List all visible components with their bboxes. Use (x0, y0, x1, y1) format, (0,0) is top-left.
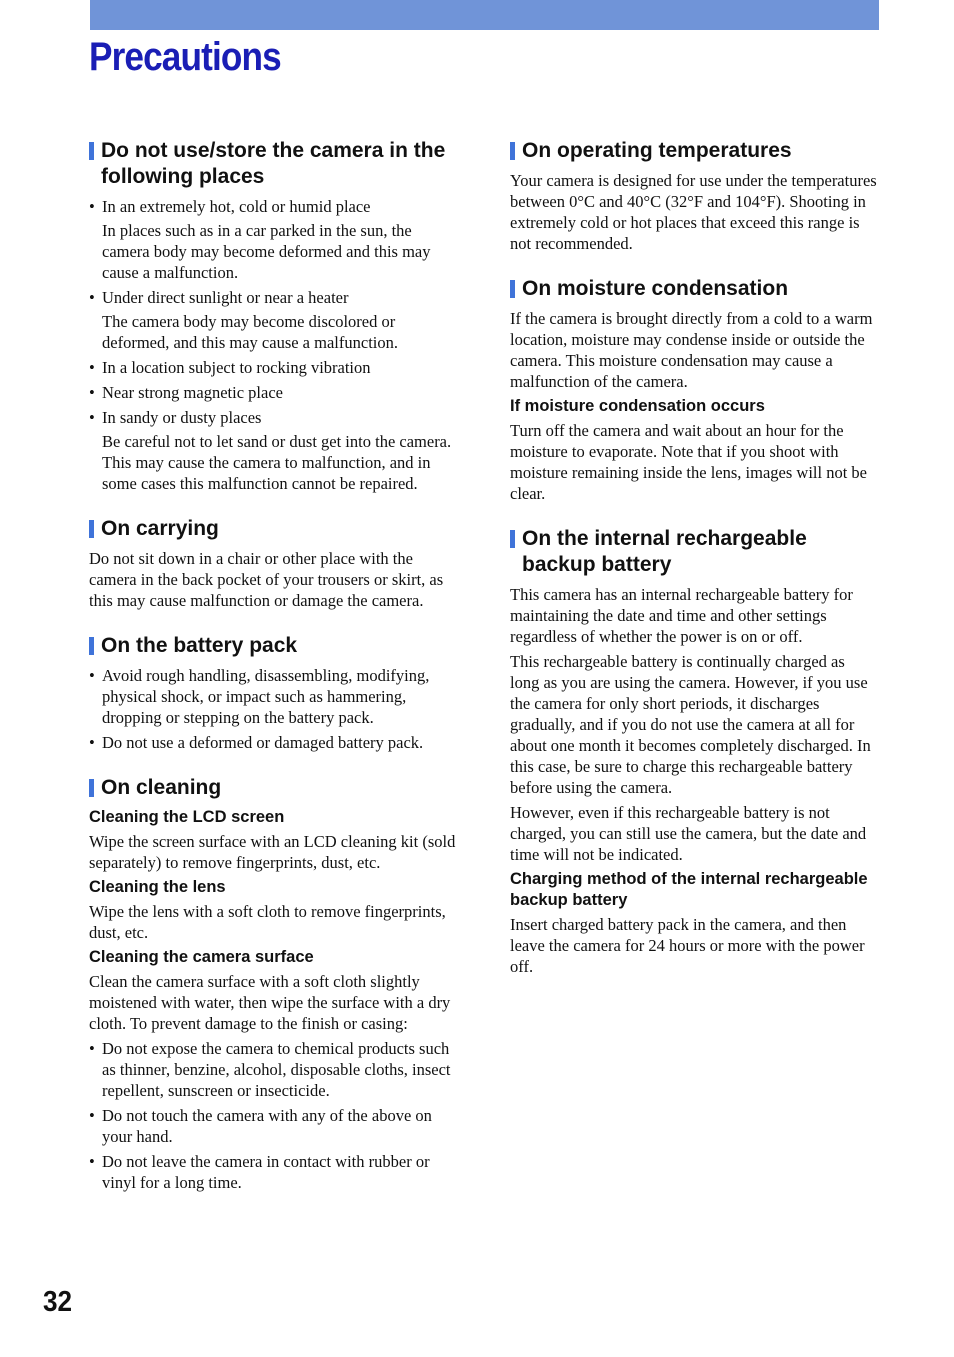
heading-bar-icon (89, 142, 94, 160)
bullet-icon: • (89, 1039, 95, 1058)
heading-bar-icon (89, 637, 94, 655)
bullet-icon: • (89, 1152, 95, 1171)
bullet-icon: • (89, 288, 95, 307)
places-list (89, 196, 461, 494)
list-item: • In sandy or dusty places Be careful not to let sand or dust get into the camera. This may cause the camera to malfunction, and in some cases this malfunction cannot be repaired. (89, 407, 461, 494)
heading-bar-icon (510, 142, 515, 160)
subheading-condensation-occurs: If moisture condensation occurs (510, 397, 765, 415)
section-heading-battery-pack: On the battery pack (89, 633, 461, 659)
page-title: Precautions (89, 35, 281, 79)
section-temperatures (510, 138, 878, 254)
section-carrying (89, 516, 461, 611)
page-number: 32 (43, 1286, 73, 1318)
backup-paragraph-1: This camera has an internal rechargeable battery for maintaining the date and time and other settings regardless of whether the power is on or off. (510, 585, 853, 646)
subheading-surface: Cleaning the camera surface (89, 948, 314, 966)
heading-bar-icon (510, 280, 515, 298)
subheading-lens: Cleaning the lens (89, 878, 226, 896)
list-item-detail: The camera body may become discolored or deformed, and this may cause a malfunction. (102, 312, 398, 352)
list-item: • In an extremely hot, cold or humid place In places such as in a car parked in the sun, the camera body may become deformed and this may cause a malfunction. (89, 196, 461, 283)
section-heading-cleaning: On cleaning (89, 775, 461, 801)
surface-list (89, 1038, 461, 1193)
heading-bar-icon (510, 530, 515, 548)
temperatures-body: Your camera is designed for use under the temperatures between 0°C and 40°C (32°F and 104°F). Shooting in extremely cold or hot places that exceed this range is not recommended. (510, 171, 877, 253)
section-heading-places: Do not use/store the camera in the following places (89, 138, 461, 190)
list-item-detail: Be careful not to let sand or dust get into the camera. This may cause the camera to malfunction, and in some cases this malfunction cannot be repaired. (102, 432, 452, 493)
section-heading-condensation: On moisture condensation (510, 276, 878, 302)
list-item: • Under direct sunlight or near a heater The camera body may become discolored or deformed, and this may cause a malfunction. (89, 287, 461, 353)
subheading-lcd: Cleaning the LCD screen (89, 808, 285, 826)
bullet-icon: • (89, 358, 95, 377)
charging-method-body: Insert charged battery pack in the camera, and then leave the camera for 24 hours or more with the power off. (510, 915, 865, 976)
left-column (89, 138, 461, 1197)
list-item: • Near strong magnetic place (89, 383, 283, 402)
list-item: • Do not leave the camera in contact with rubber or vinyl for a long time. (89, 1152, 430, 1192)
section-backup-battery (510, 526, 878, 977)
bullet-icon: • (89, 197, 95, 216)
heading-bar-icon (89, 520, 94, 538)
carrying-body: Do not sit down in a chair or other place with the camera in the back pocket of your trousers or skirt, as this may cause malfunction or damage the camera. (89, 549, 444, 610)
backup-paragraph-3: However, even if this rechargeable battery is not charged, you can still use the camera, but the date and time will not be indicated. (510, 803, 867, 864)
bullet-icon: • (89, 733, 95, 752)
bullet-icon: • (89, 408, 95, 427)
bullet-icon: • (89, 666, 95, 685)
section-places (89, 138, 461, 494)
battery-list (89, 665, 461, 753)
lens-body: Wipe the lens with a soft cloth to remove fingerprints, dust, etc. (89, 902, 446, 942)
section-heading-temperatures: On operating temperatures (510, 138, 878, 164)
condensation-body: If the camera is brought directly from a cold to a warm location, moisture may condense inside or outside the camera. This moisture condensation may cause a malfunction of the camera. (510, 309, 873, 391)
list-item: • In a location subject to rocking vibration (89, 358, 371, 377)
section-cleaning (89, 775, 461, 1193)
bullet-icon: • (89, 1106, 95, 1125)
header-bar (90, 0, 879, 30)
lcd-body: Wipe the screen surface with an LCD cleaning kit (sold separately) to remove fingerprints, dust, etc. (89, 832, 456, 872)
list-item: • Do not expose the camera to chemical products such as thinner, benzine, alcohol, disposable cloths, insect repellent, sunscreen or insecticide. (89, 1039, 451, 1100)
backup-paragraph-2: This rechargeable battery is continually charged as long as you are using the camera. However, if you use the camera for only short periods, it discharges gradually, and if you do not use the camera at all for about one month it becomes completely discharged. In this case, be sure to charge this rechargeable battery before using the camera. (510, 652, 871, 797)
section-heading-carrying: On carrying (89, 516, 461, 542)
list-item: • Do not use a deformed or damaged battery pack. (89, 733, 424, 752)
surface-body: Clean the camera surface with a soft cloth slightly moistened with water, then wipe the surface with a dry cloth. To prevent damage to the finish or casing: (89, 972, 451, 1033)
section-heading-backup-battery: On the internal rechargeable backup battery (510, 526, 878, 578)
bullet-icon: • (89, 383, 95, 402)
subheading-charging-method: Charging method of the internal rechargeable backup battery (510, 870, 868, 909)
heading-bar-icon (89, 779, 94, 797)
list-item-detail: In places such as in a car parked in the sun, the camera body may become deformed and this may cause a malfunction. (102, 221, 431, 282)
list-item: • Avoid rough handling, disassembling, modifying, physical shock, or impact such as hammering, dropping or stepping on the battery pack. (89, 666, 430, 727)
section-condensation (510, 276, 878, 504)
list-item: • Do not touch the camera with any of the above on your hand. (89, 1106, 432, 1146)
section-battery-pack (89, 633, 461, 753)
right-column (510, 138, 878, 981)
condensation-occurs-body: Turn off the camera and wait about an hour for the moisture to evaporate. Note that if you shoot with moisture remaining inside the lens, images will not be clear. (510, 421, 867, 503)
